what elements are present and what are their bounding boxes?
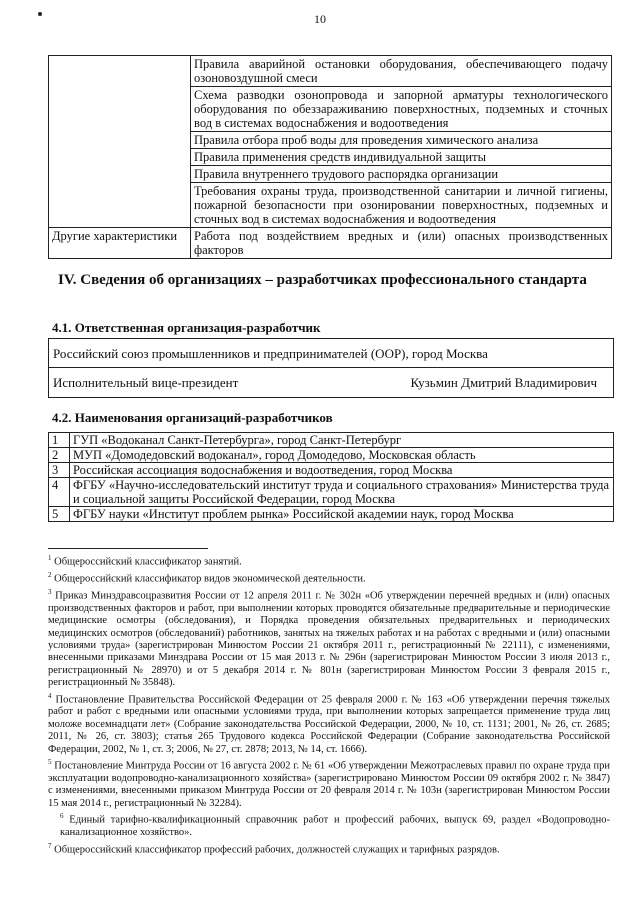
table-cell-empty — [49, 56, 191, 87]
footnote-marker: 3 — [48, 587, 52, 596]
footnote — [48, 569, 610, 586]
signatory-position: Исполнительный вице-президент — [53, 375, 239, 390]
developer-name: ГУП «Водоканал Санкт-Петербурга», город Санкт-Петербург — [70, 433, 614, 448]
row-number: 5 — [49, 507, 70, 522]
footnote-divider — [48, 548, 208, 549]
table-cell-empty — [49, 166, 191, 183]
other-characteristics-label: Другие характеристики — [49, 228, 191, 259]
footnote — [48, 586, 610, 690]
footnote-text: Общероссийский классификатор профессий рабочих, должностей служащих и тарифных разрядов. — [54, 844, 500, 856]
row-number: 1 — [49, 433, 70, 448]
table-cell: Требования охраны труда, производственной санитарии и личной гигиены, пожарной безопасности при озонировании поверхностных, подземных и сточных вод в системах водоснабжения и водоотведения — [191, 183, 612, 228]
table-cell: Схема разводки озонопровода и запорной арматуры технологического оборудования по обеззараживанию поверхностных, подземных и сточных вод в системах водоснабжения и водоотведения — [191, 87, 612, 132]
footnotes — [48, 552, 610, 856]
table-cell: Правила внутреннего трудового распорядка организации — [191, 166, 612, 183]
footnote-marker: 5 — [48, 758, 52, 767]
developer-name: ФГБУ «Научно-исследовательский институт труда и социального страхования» Министерства труда и социальной защиты Российской Федерации, город Москва — [70, 478, 614, 507]
footnote — [48, 810, 610, 839]
row-number: 2 — [49, 448, 70, 463]
footnote — [48, 756, 610, 810]
table-cell: Правила применения средств индивидуальной защиты — [191, 149, 612, 166]
footnote-text: Постановление Правительства Российской Федерации от 25 февраля 2000 г. № 163 «Об утверждении перечня тяжелых работ и работ с вредными или опасными условиями труда, при выполнении которых запрещается применение труда лиц моложе восемнадцати лет» (Собрание законодательства Российской Федерации, 2000, № 10, ст. 1131; 2001, № 26, ст. 2685; 2011, № 26, ст. 3803); статья 265 Трудового кодекса Российской Федерации (Собрание законодательства Российской Федерации, 2002, № 1, ст. 3; 2006, № 27, ст. 2878; 2013, № 14, ст. 1666). — [48, 694, 610, 755]
subsection-title-developers: 4.2. Наименования организаций-разработчиков — [52, 410, 333, 425]
footnote-marker: 7 — [48, 841, 52, 850]
footnote-text: Приказ Минздравсоцразвития России от 12 апреля 2011 г. № 302н «Об утверждении перечней вредных и (или) опасных производственных факторов и работ, при выполнении которых проводятся обязательные предварительные и периодические медицинские осмотры (обследования), и Порядка проведения обязательных предварительных и периодических медицинских осмотров (обследований) работников, занятых на тяжелых работах и на работах с вредными и (или) опасными условиями труда» (зарегистрирован Минюстом России 21 октября 2011 г., регистрационный № 22111), с изменениями, внесенными приказами Минздрава России от 15 мая 2013 г. № 296н (зарегистрирован Минюстом России 3 июля 2013 г., регистрационный № 28970) и от 5 декабря 2014 г. № 801н (зарегистрирован Минюстом России 3 февраля 2015 г., регистрационный № 35848). — [48, 590, 610, 689]
responsible-org-box — [48, 338, 614, 368]
footnote — [48, 840, 610, 857]
footnote — [48, 690, 610, 757]
table-cell: Правила отбора проб воды для проведения химического анализа — [191, 132, 612, 149]
table-row — [49, 463, 614, 478]
section-title: IV. Сведения об организациях – разработчиках профессионального стандарта — [58, 272, 587, 288]
page-number: 10 — [314, 12, 326, 26]
table-row — [49, 433, 614, 448]
table-cell-empty — [49, 132, 191, 149]
footnote-marker: 2 — [48, 570, 52, 579]
footnote-marker: 4 — [48, 691, 52, 700]
footnote-text: Единый тарифно-квалификационный справочник работ и профессий рабочих, выпуск 69, раздел «Водопроводно-канализационное хозяйство». — [60, 814, 611, 839]
table-row — [49, 478, 614, 507]
footnote-text: Постановление Минтруда России от 16 августа 2002 г. № 61 «Об утверждении Межотраслевых правил по охране труда при эксплуатации водопроводно-канализационного хозяйства» (зарегистрировано Минюстом России 09 октября 2002 г. № 3847) с изменениями, внесенными приказом Минтруда России от 20 февраля 2014 г. № 103н (зарегистрирован Минюстом России 15 мая 2014 г., регистрационный № 32284). — [48, 760, 611, 809]
signatory-name: Кузьмин Дмитрий Владимирович — [410, 375, 597, 390]
table-row — [49, 448, 614, 463]
other-characteristics-value: Работа под воздействием вредных и (или) опасных производственных факторов — [191, 228, 612, 259]
table-row — [49, 507, 614, 522]
characteristics-table — [48, 55, 612, 259]
table-cell: Правила аварийной остановки оборудования, обеспечивающего подачу озоновоздушной смеси — [191, 56, 612, 87]
subsection-title-responsible: 4.1. Ответственная организация-разработчик — [52, 320, 321, 335]
signatory-box — [48, 368, 614, 398]
footnote-text: Общероссийский классификатор видов экономической деятельности. — [54, 573, 366, 585]
developer-name: Российская ассоциация водоснабжения и водоотведения, город Москва — [70, 463, 614, 478]
developers-table — [48, 432, 614, 522]
developer-name: ФГБУ науки «Институт проблем рынка» Российской академии наук, город Москва — [70, 507, 614, 522]
table-cell-empty — [49, 87, 191, 132]
footnote — [48, 552, 610, 569]
responsible-org-name: Российский союз промышленников и предпринимателей (ООР), город Москва — [53, 346, 488, 361]
footnote-text: Общероссийский классификатор занятий. — [54, 556, 242, 568]
table-cell-empty — [49, 183, 191, 228]
developer-name: МУП «Домодедовский водоканал», город Домодедово, Московская область — [70, 448, 614, 463]
row-number: 3 — [49, 463, 70, 478]
footnote-marker: 1 — [48, 554, 52, 562]
row-number: 4 — [49, 478, 70, 507]
table-cell-empty — [49, 149, 191, 166]
footnote-marker: 6 — [60, 812, 64, 821]
